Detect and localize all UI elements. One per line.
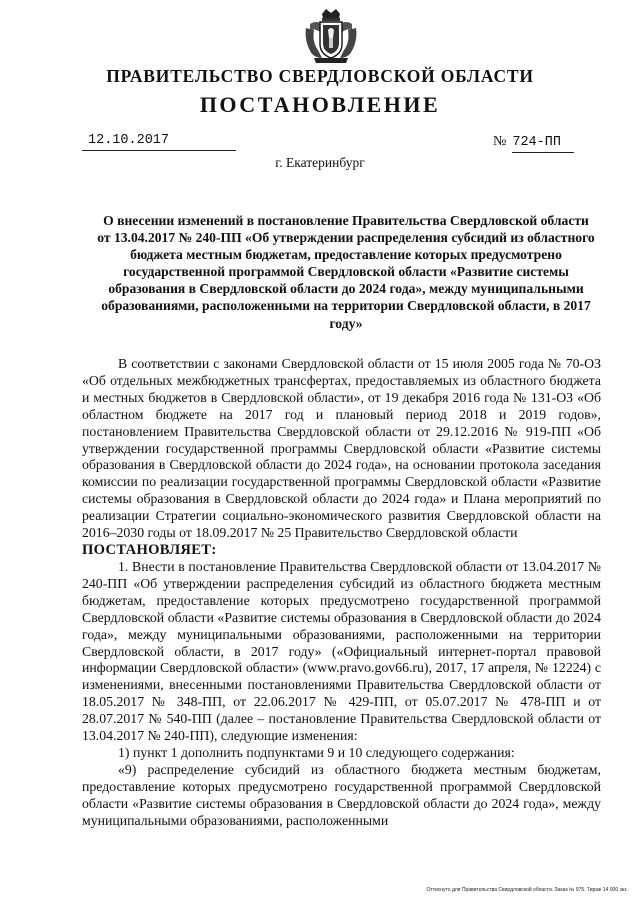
item-1-paragraph: 1. Внести в постановление Правительства Свердловской области от 13.04.2017 № 240-ПП «Об утверждении распределения субсидий из областного бюджета местным бюджетам, предоставление которых предусмотрено государственной программой Свердловской области «Развитие системы образования в Свердловской области до 2024 года», между муниципальными образованиями, расположенными на территории Свердловской области, в 2017 году» («Официальный интернет-портал правовой информации Свердловской области» (www.pravo.gov66.ru), 2017, 17 апреля, № 12224) с изменениями, внесенными постановлениями Правительства Свердловской области от 18.05.2017 № 348-ПП, от 22.06.2017 № 429-ПП, от 05.07.2017 № 478-ПП и от 28.07.2017 № 540-ПП (далее – постановление Правительства Свердловской области от 13.04.2017 № 240-ПП), следующие изменения: xyxy=(82,558,601,744)
subitem-9-paragraph: «9) распределение субсидий из областного бюджета местным бюджетам, предоставление которых предусмотрено государственной программой Свердловской области «Развитие системы образования в Свердловской области до 2024 года», между муниципальными образованиями, расположенными xyxy=(82,761,601,828)
government-name: ПРАВИТЕЛЬСТВО СВЕРДЛОВСКОЙ ОБЛАСТИ xyxy=(106,66,534,86)
document-title: О внесении изменений в постановление Правительства Свердловской области от 13.04.2017 № 240-ПП «Об утверждении распределения субсидий из областного бюджета местным бюджетам, предоставление которых предусмотрено государственной программой Свердловской области «Развитие системы образования в Свердловской области до 2024 года», между муниципальными образованиями, расположенными на территории Свердловской области, в 2017 году» xyxy=(97,213,595,331)
city: г. Екатеринбург xyxy=(275,155,365,170)
document-date: 12.10.2017 xyxy=(82,132,236,151)
document-body xyxy=(82,356,601,829)
number-sign: № xyxy=(493,134,507,149)
print-footer: Оттиснуто для Правительства Свердловской области. Заказ № 975. Тираж 14 000 экз. xyxy=(426,887,628,893)
sverdlovsk-coat-of-arms-icon xyxy=(302,8,360,64)
document-number: 724-ПП xyxy=(512,134,574,153)
document-number-field xyxy=(493,132,583,151)
document-type: ПОСТАНОВЛЕНИЕ xyxy=(199,92,441,117)
preamble-paragraph: В соответствии с законами Свердловской области от 15 июля 2005 года № 70-ОЗ «Об отдельных межбюджетных трансфертах, предоставляемых из областного бюджета и местных бюджетов в Свердловской области», от 19 декабря 2016 года № 131-ОЗ «Об областном бюджете на 2017 год и плановый период 2018 и 2019 годов», постановлением Правительства Свердловской области от 29.12.2016 № 919-ПП «Об утверждении государственной программы Свердловской области «Развитие системы образования в Свердловской области до 2024 года», на основании протокола заседания комиссии по реализации государственной программы Свердловской области «Развитие системы образования в Свердловской области до 2024 года» и Плана мероприятий по реализации Стратегии социально-экономического развития Свердловской области на 2016–2030 годы от 18.09.2017 № 25 Правительство Свердловской области xyxy=(82,356,601,541)
subitem-1-paragraph: 1) пункт 1 дополнить подпунктами 9 и 10 следующего содержания: xyxy=(118,744,515,760)
decree-heading: ПОСТАНОВЛЯЕТ: xyxy=(82,541,217,558)
